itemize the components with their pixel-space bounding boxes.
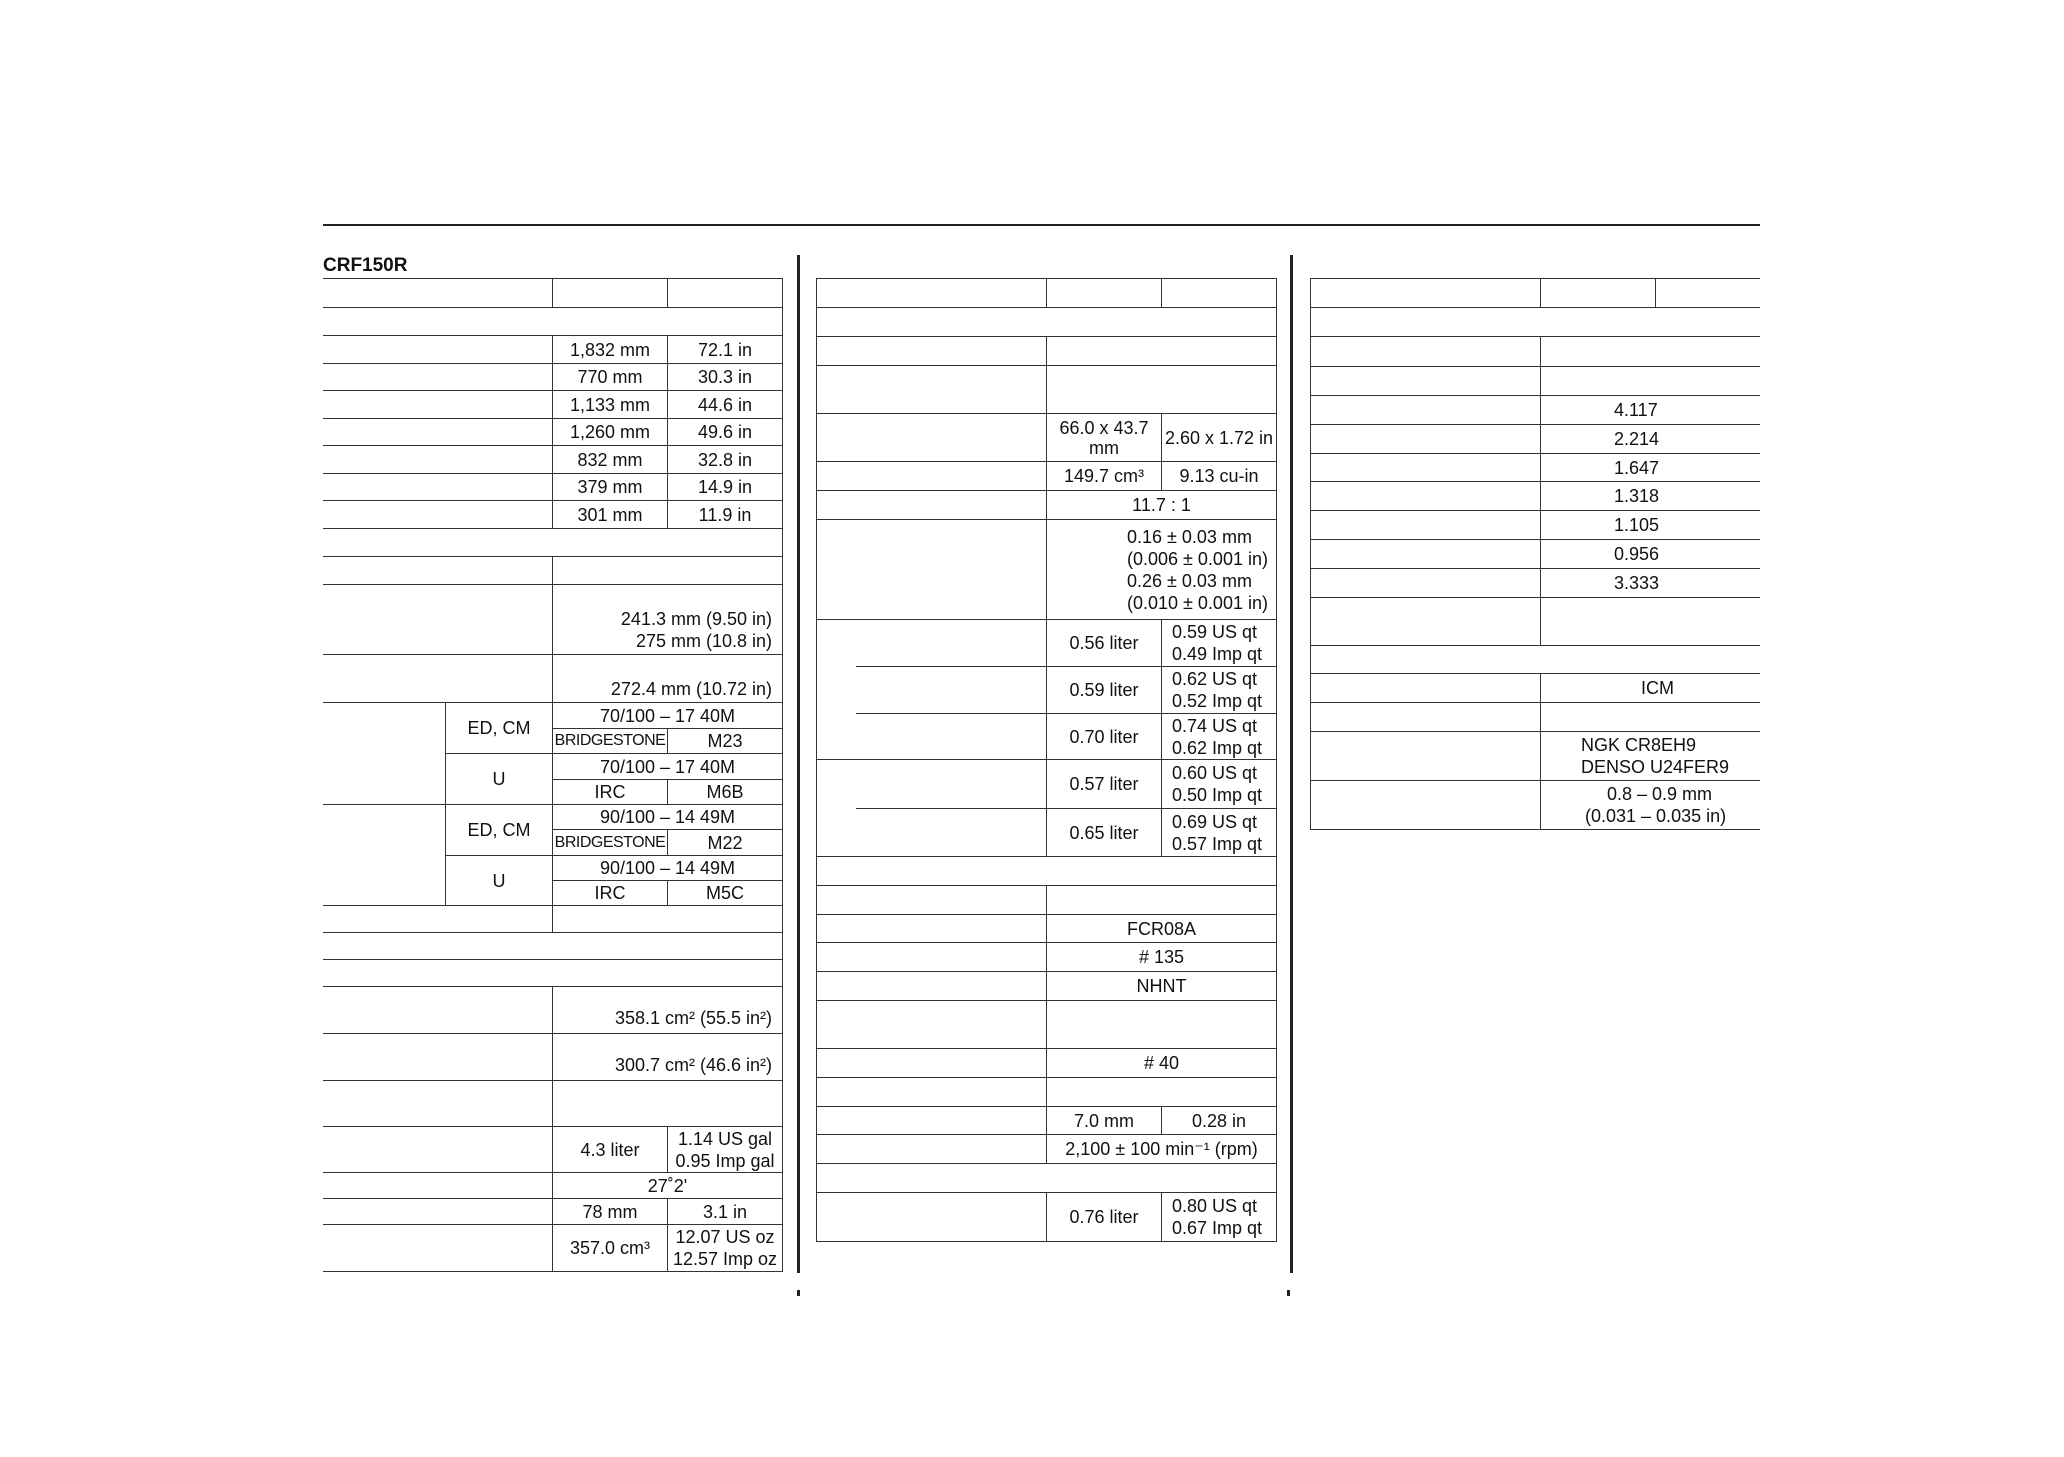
tire-size: 70/100 – 17 40M	[553, 703, 783, 729]
column-divider	[797, 255, 800, 1273]
rear-tire-label	[323, 805, 446, 906]
label-cell	[816, 915, 1047, 943]
top-rule	[323, 224, 1760, 226]
label-cell	[816, 462, 1047, 491]
section-row	[323, 960, 783, 987]
label-cell	[323, 1081, 553, 1127]
label-cell	[1310, 703, 1541, 732]
jet-needle: NHNT	[1047, 972, 1277, 1001]
label-cell	[323, 585, 553, 655]
gear-ratio-4: 1.318	[1541, 482, 1760, 511]
section-row	[323, 933, 783, 960]
model-title: CRF150R	[323, 255, 408, 276]
value-cell	[1541, 367, 1760, 396]
label-cell	[816, 520, 1047, 620]
label-cell	[323, 391, 553, 419]
label-cell	[1310, 337, 1541, 367]
fork-oil-imperial	[668, 1225, 783, 1272]
engine-oil-liter: 0.56 liter	[1047, 620, 1162, 667]
label-cell	[1310, 425, 1541, 454]
trans-oil-liter: 0.57 liter	[1047, 760, 1162, 809]
float-level-in: 0.28 in	[1162, 1107, 1277, 1135]
tire-model: M5C	[668, 881, 783, 906]
label-cell	[323, 557, 553, 585]
coolant-us: 0.80 US qt	[1172, 1196, 1258, 1216]
oil-us: 0.69 US qt	[1172, 811, 1258, 832]
tire-model: M6B	[668, 780, 783, 805]
value-cell	[553, 906, 783, 933]
gap-mm: 0.8 – 0.9 mm	[1607, 784, 1713, 804]
label-cell	[816, 1193, 1047, 1242]
header-cell	[1047, 278, 1162, 308]
label-cell	[1310, 732, 1541, 781]
section-row	[816, 1164, 1277, 1193]
label-cell	[1310, 569, 1541, 598]
final-reduction: 3.333	[1541, 569, 1760, 598]
tire-size: 90/100 – 14 49M	[553, 856, 783, 881]
spark-plug-gap	[1541, 781, 1760, 830]
section-row	[816, 857, 1277, 886]
front-tire-label	[323, 703, 446, 805]
gear-ratio-3: 1.647	[1541, 454, 1760, 482]
label-cell	[323, 336, 553, 364]
fuel-imp: 0.95 Imp gal	[675, 1150, 775, 1171]
displacement-cuin: 9.13 cu-in	[1162, 462, 1277, 491]
label-cell	[1310, 781, 1541, 830]
oil-imp: 0.62 Imp qt	[1172, 737, 1263, 758]
value-in: 14.9 in	[668, 474, 783, 501]
value-mm: 379 mm	[553, 474, 668, 501]
header-cell	[1656, 278, 1760, 308]
label-cell	[323, 446, 553, 474]
trans-oil-imperial	[1162, 760, 1277, 809]
value-in: 49.6 in	[668, 419, 783, 446]
oil-imp: 0.52 Imp qt	[1172, 691, 1263, 711]
value-cell	[1541, 337, 1760, 367]
value-cell	[1047, 1001, 1277, 1049]
carburetor-id: FCR08A	[1047, 915, 1277, 943]
value-mm: 1,133 mm	[553, 391, 668, 419]
fuel-us: 1.14 US gal	[677, 1128, 773, 1149]
tire-model: M22	[668, 830, 783, 856]
trans-oil-liter: 0.65 liter	[1047, 809, 1162, 857]
rear-travel-value: 272.4 mm (10.72 in)	[553, 655, 783, 703]
front-travel-value	[553, 585, 783, 655]
tire-model: M23	[668, 729, 783, 754]
fuel-capacity-imperial	[668, 1127, 783, 1173]
label-cell	[323, 501, 553, 529]
engine-oil-bottom	[816, 714, 1047, 760]
valve-clearance	[1047, 520, 1277, 620]
label-cell	[816, 1049, 1047, 1078]
fork-oil-us: 12.07 US oz	[675, 1227, 775, 1247]
engine-oil-liter: 0.70 liter	[1047, 714, 1162, 760]
label-cell	[816, 1107, 1047, 1135]
trail-in: 3.1 in	[668, 1199, 783, 1225]
value-cell	[1047, 337, 1277, 366]
valve-clearance-line: 0.26 ± 0.03 mm	[1127, 570, 1252, 591]
label-cell	[323, 474, 553, 501]
gear-ratio-1: 4.117	[1541, 396, 1760, 425]
oil-imp: 0.49 Imp qt	[1172, 644, 1263, 664]
fork-oil-imp: 12.57 Imp oz	[672, 1249, 778, 1269]
label-cell	[323, 1199, 553, 1225]
caster-angle: 27˚2'	[553, 1173, 783, 1199]
tire-size: 70/100 – 17 40M	[553, 754, 783, 780]
column-divider	[1290, 255, 1293, 1273]
label-cell	[323, 1127, 553, 1173]
label-cell	[323, 364, 553, 391]
value-in: 11.9 in	[668, 501, 783, 529]
oil-us: 0.74 US qt	[1172, 715, 1258, 736]
oil-us: 0.59 US qt	[1172, 622, 1258, 642]
float-level-mm: 7.0 mm	[1047, 1107, 1162, 1135]
label-cell	[1310, 540, 1541, 569]
value-mm: 832 mm	[553, 446, 668, 474]
header-cell	[1162, 278, 1277, 308]
value-cell	[553, 1081, 783, 1127]
oil-sublabel-divider	[856, 760, 1047, 809]
label-cell	[816, 1001, 1047, 1049]
label-cell	[1310, 396, 1541, 425]
label-cell	[323, 1225, 553, 1272]
label-cell	[323, 655, 553, 703]
label-cell	[323, 1173, 553, 1199]
value-cell	[1047, 366, 1277, 414]
label-cell	[1310, 511, 1541, 540]
displacement-cm3: 149.7 cm³	[1047, 462, 1162, 491]
value-mm: 1,832 mm	[553, 336, 668, 364]
tire-brand: IRC	[553, 881, 668, 906]
engine-oil-imperial	[1162, 620, 1277, 667]
gear-ratio-2: 2.214	[1541, 425, 1760, 454]
label-cell	[323, 419, 553, 446]
label-cell	[1310, 367, 1541, 396]
tire-brand: IRC	[553, 780, 668, 805]
value-cell	[1541, 703, 1760, 732]
value-in: 30.3 in	[668, 364, 783, 391]
engine-oil-imperial	[1162, 667, 1277, 714]
label-cell	[1310, 598, 1541, 646]
bore-stroke-in: 2.60 x 1.72 in	[1162, 414, 1277, 462]
section-row	[816, 308, 1277, 337]
oil-imp: 0.57 Imp qt	[1172, 833, 1263, 854]
front-travel-line: 241.3 mm (9.50 in)	[620, 609, 772, 629]
coolant-imperial	[1162, 1193, 1277, 1242]
tire-size: 90/100 – 14 49M	[553, 805, 783, 830]
tire-region-ed-cm: ED, CM	[446, 805, 553, 856]
oil-sublabel-divider	[856, 667, 1047, 714]
compression-ratio: 11.7 : 1	[1047, 491, 1277, 520]
spark-plug-denso: DENSO U24FER9	[1581, 757, 1730, 777]
oil-us: 0.60 US qt	[1172, 763, 1258, 783]
rear-brake-area: 300.7 cm² (46.6 in²)	[553, 1034, 783, 1081]
fuel-capacity-liter: 4.3 liter	[553, 1127, 668, 1173]
tire-brand: BRIDGESTONE	[553, 729, 668, 754]
section-row	[1310, 646, 1760, 674]
label-cell	[323, 987, 553, 1034]
gear-ratio-5: 1.105	[1541, 511, 1760, 540]
tire-region-ed-cm: ED, CM	[446, 703, 553, 754]
tire-region-u: U	[446, 754, 553, 805]
value-in: 32.8 in	[668, 446, 783, 474]
header-cell	[1541, 278, 1656, 308]
header-cell	[1310, 278, 1541, 308]
label-cell	[323, 1034, 553, 1081]
coolant-liter: 0.76 liter	[1047, 1193, 1162, 1242]
value-cell	[553, 557, 783, 585]
label-cell	[323, 906, 553, 933]
value-mm: 1,260 mm	[553, 419, 668, 446]
ignition-system: ICM	[1541, 674, 1760, 703]
section-row	[323, 308, 783, 336]
engine-oil-liter: 0.59 liter	[1047, 667, 1162, 714]
value-mm: 301 mm	[553, 501, 668, 529]
fork-oil-cm3: 357.0 cm³	[553, 1225, 668, 1272]
label-cell	[816, 1078, 1047, 1107]
section-row	[323, 529, 783, 557]
label-cell	[1310, 454, 1541, 482]
label-cell	[816, 414, 1047, 462]
coolant-imp: 0.67 Imp qt	[1172, 1218, 1263, 1238]
valve-clearance-line: (0.010 ± 0.001 in)	[1127, 592, 1268, 613]
front-brake-area: 358.1 cm² (55.5 in²)	[553, 987, 783, 1034]
trail-mm: 78 mm	[553, 1199, 668, 1225]
oil-imp: 0.50 Imp qt	[1172, 785, 1263, 805]
spark-plugs	[1541, 732, 1760, 781]
engine-oil-imperial	[1162, 714, 1277, 760]
header-cell	[668, 278, 783, 308]
idle-speed: 2,100 ± 100 min⁻¹ (rpm)	[1047, 1135, 1277, 1164]
value-in: 44.6 in	[668, 391, 783, 419]
value-cell	[1541, 598, 1760, 646]
label-cell	[816, 337, 1047, 366]
page-tick	[797, 1290, 800, 1296]
bore-stroke-mm: 66.0 x 43.7 mm	[1047, 414, 1162, 462]
label-cell	[816, 972, 1047, 1001]
pilot-jet: # 40	[1047, 1049, 1277, 1078]
label-cell	[816, 1135, 1047, 1164]
valve-clearance-line: (0.006 ± 0.001 in)	[1127, 548, 1268, 569]
tire-brand: BRIDGESTONE	[553, 830, 668, 856]
section-row	[1310, 308, 1760, 337]
trans-oil-imperial	[1162, 809, 1277, 857]
label-cell	[816, 491, 1047, 520]
value-in: 72.1 in	[668, 336, 783, 364]
header-cell	[816, 278, 1047, 308]
oil-us: 0.62 US qt	[1172, 669, 1258, 689]
label-cell	[1310, 674, 1541, 703]
spark-plug-ngk: NGK CR8EH9	[1581, 735, 1697, 755]
gap-in: (0.031 – 0.035 in)	[1585, 806, 1727, 826]
valve-clearance-line: 0.16 ± 0.03 mm	[1127, 526, 1252, 547]
header-cell	[553, 278, 668, 308]
header-cell	[323, 278, 553, 308]
gear-ratio-6: 0.956	[1541, 540, 1760, 569]
label-cell	[1310, 482, 1541, 511]
tire-region-u: U	[446, 856, 553, 906]
value-mm: 770 mm	[553, 364, 668, 391]
main-jet: # 135	[1047, 943, 1277, 972]
front-travel-line: 275 mm (10.8 in)	[635, 631, 772, 651]
label-cell	[816, 366, 1047, 414]
value-cell	[1047, 1078, 1277, 1107]
label-cell	[816, 886, 1047, 915]
label-cell	[816, 943, 1047, 972]
oil-sublabel-divider	[856, 619, 1047, 667]
page-tick	[1287, 1290, 1290, 1296]
value-cell	[1047, 886, 1277, 915]
